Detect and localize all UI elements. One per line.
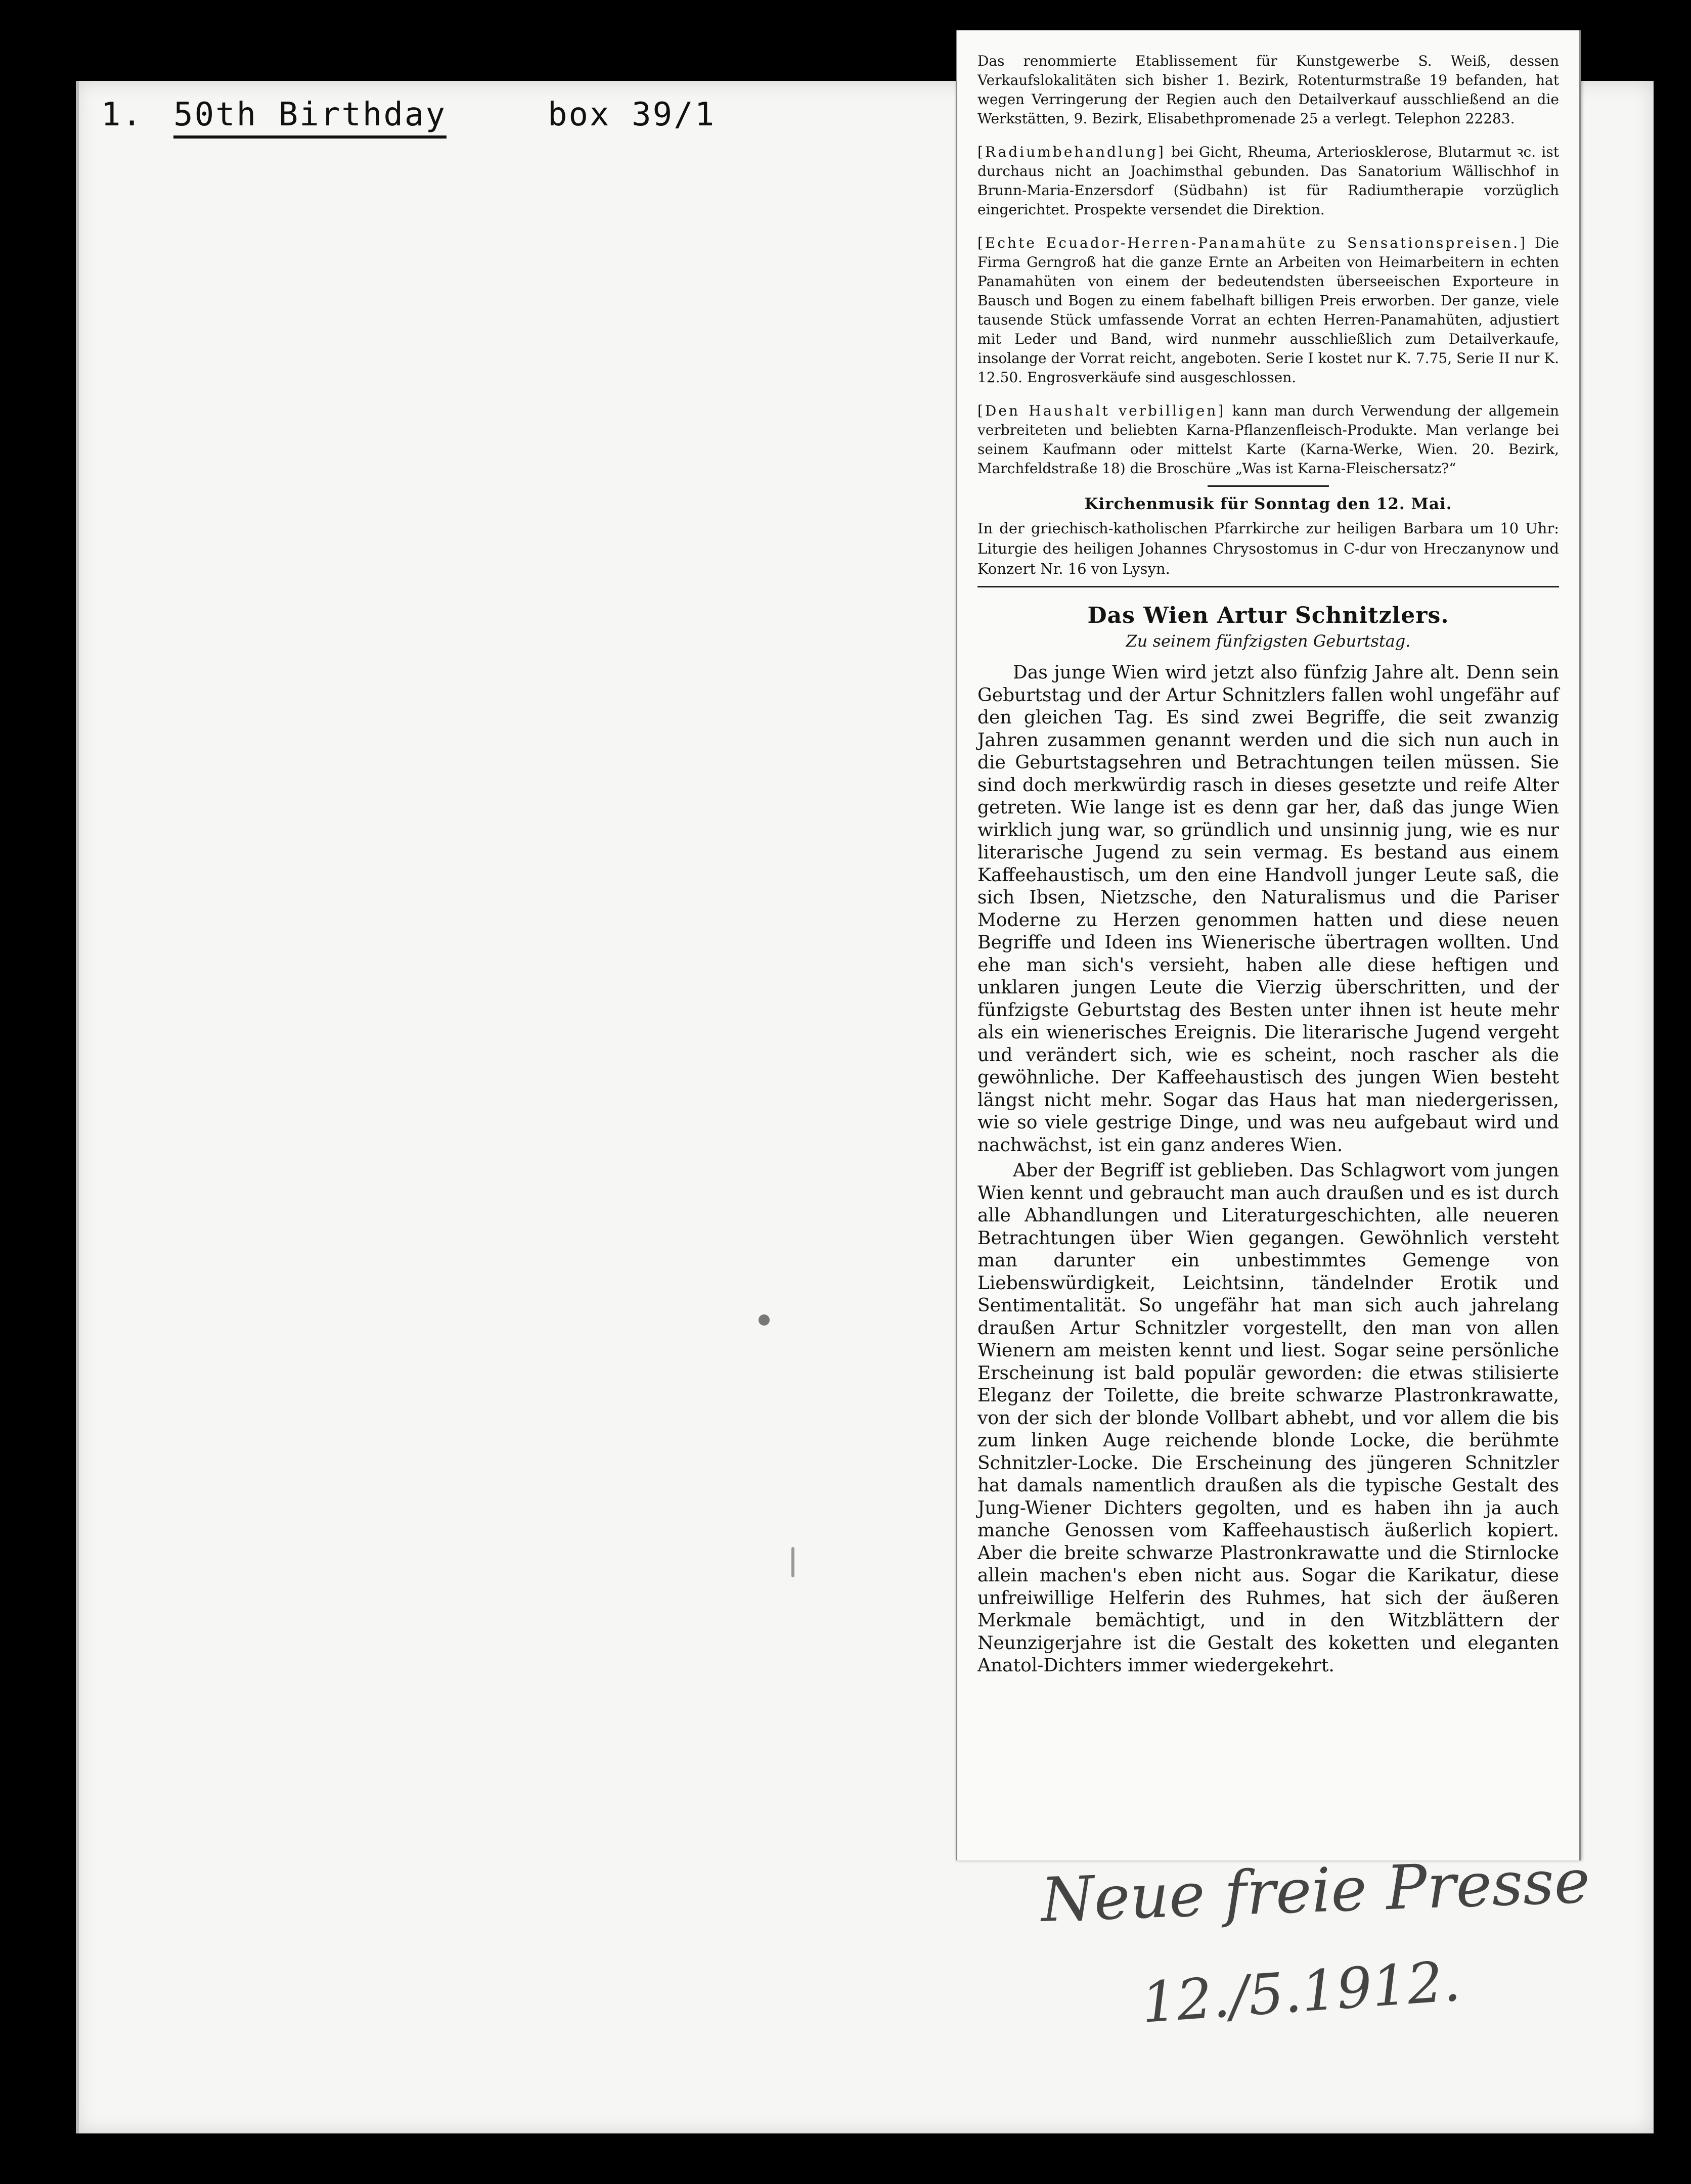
paper-mark: [791, 1547, 794, 1577]
article-divider: [977, 586, 1559, 587]
ad-panama-head: [Echte Ecuador-Herren-Panamahüte zu Sensationspreisen.]: [977, 235, 1528, 251]
church-music-title: Kirchenmusik für Sonntag den 12. Mai.: [1084, 495, 1452, 513]
section-divider: [1208, 485, 1329, 487]
ad-panama: [977, 234, 1559, 387]
paper-speck: [759, 1314, 770, 1326]
ad-radium-head: [Radiumbehandlung]: [977, 144, 1166, 160]
article-subtitle: Zu seinem fünfzigsten Geburtstag.: [1126, 631, 1411, 651]
ad-radium: [977, 143, 1559, 219]
handwriting-svg: [1021, 1846, 1591, 2063]
archive-label: [101, 96, 716, 139]
article-title: Das Wien Artur Schnitzlers.: [1087, 603, 1449, 628]
ad-karna-text: kann man durch Verwendung der allgemein verbreiteten und beliebten Karna-Pflanzenfleisch-Produkte. Man verlange bei seinem Kaufmann oder mittelst Karte (Karna-Werke, Wien. 20. Bezirk, Marchfeldstraße 18) die Broschüre „Was ist Karna-Fleischersatz?“: [977, 402, 1559, 477]
article-paragraph: Aber der Begriff ist geblieben. Das Schlagwort vom jungen Wien kennt und gebraucht man auch draußen und es ist durch alle Abhandlungen und Literaturgeschichten, alle neueren Betrachtungen über Wien gegangen. Gewöhnlich versteht man darunter ein unbestimmtes Gemenge von Liebenswürdigkeit, Leichtsinn, tändelnder Erotik und Sentimentalität. So ungefähr hat man sich auch jahrelang draußen Artur Schnitzler vorgestellt, den man von allen Wienern am meisten kennt und liest. Sogar seine persönliche Erscheinung ist bald populär geworden: die etwas stilisierte Eleganz der Toilette, die breite schwarze Plastronkrawatte, von der sich der blonde Vollbart abhebt, und vor allem die bis zum linken Auge reichende blonde Locke, die berühmte Schnitzler-Locke. Die Erscheinung des jüngeren Schnitzler hat damals namentlich draußen als die typische Gestalt des Jung-Wiener Dichters gegolten, und es haben ihn ja auch manche Genossen vom Kaffeehaustisch äußerlich kopiert. Aber die breite schwarze Plastronkrawatte und die Stirnlocke allein machen's eben nicht aus. Sogar die Karikatur, diese unfreiwillige Helferin des Ruhmes, hat sich der äußeren Merkmale bemächtigt, und in den Witzblättern der Neunzigerjahre ist die Gestalt des koketten und eleganten Anatol-Dichters immer wiedergekehrt.: [977, 1160, 1559, 1676]
newspaper-clipping: [956, 30, 1581, 1860]
ad-radium-text: bei Gicht, Rheuma, Arteriosklerose, Blutarmut ꝛc. ist durchaus nicht an Joachimsthal gebunden. Das Sanatorium Wällischhof in Brunn-Maria-Enzersdorf (Südbahn) ist für Radiumtherapie vorzüglich eingerichtet. Prospekte versendet die Direktion.: [977, 144, 1559, 218]
ad-karna-head: [Den Haushalt verbilligen]: [977, 402, 1226, 419]
handwriting-date: 12./5.1912.: [1139, 1948, 1463, 2035]
ad-weiss-text: Das renommierte Etablissement für Kunstgewerbe S. Weiß, dessen Verkaufslokalitäten sich bisher 1. Bezirk, Rotenturmstraße 19 befanden, hat wegen Verringerung der Regien auch den Detailverkauf ausschließend an die Werkstätten, 9. Bezirk, Elisabethpromenade 25 a verlegt. Telephon 22283.: [977, 53, 1559, 127]
label-topic: 50th Birthday: [173, 96, 447, 139]
handwritten-annotation: [1021, 1846, 1591, 2063]
fold-line: [76, 81, 79, 2133]
clipping-column: [977, 37, 1559, 1680]
ad-panama-text: Die Firma Gerngroß hat die ganze Ernte an Arbeiten von Heimarbeitern in echten Panamahüten von einem der bedeutendsten überseeischen Exporteure in Bausch und Bogen zu einem fabelhaft billigen Preis erworben. Der ganze, viele tausende Stück umfassende Vorrat an echten Herren-Panamahüten, adjustiert mit Leder und Band, wird nunmehr ausschließlich zum Detailverkaufe, insolange der Vorrat reicht, angeboten. Serie I kostet nur K. 7.75, Serie II nur K. 12.50. Engrosverkäufe sind ausgeschlossen.: [977, 235, 1560, 386]
ad-weiss: [977, 52, 1559, 128]
handwriting-source: Neue freie Presse: [1040, 1846, 1591, 1936]
label-number: 1.: [101, 96, 144, 133]
church-music-text: In der griechisch-katholischen Pfarrkirche zur heiligen Barbara um 10 Uhr: Liturgie des heiligen Johannes Chrysostomus in C-dur von Hreczanynow und Konzert Nr. 16 von Lysyn.: [977, 520, 1559, 577]
label-box: box 39/1: [547, 96, 716, 133]
ad-karna: [977, 401, 1559, 478]
article-paragraph: Das junge Wien wird jetzt also fünfzig Jahre alt. Denn sein Geburtstag und der Artur Schnitzlers fallen wohl ungefähr auf den gleichen Tag. Es sind zwei Begriffe, die seit zwanzig Jahren zusammen genannt werden und die sich nun auch in die Geburtstagsehren und Betrachtungen teilen müssen. Sie sind doch merkwürdig rasch in dieses gesetzte und reife Alter getreten. Wie lange ist es denn gar her, daß das junge Wien wirklich jung war, so gründlich und unsinnig jung, wie es nur literarische Jugend zu sein vermag. Es bestand aus einem Kaffeehaustisch, um den eine Handvoll junger Leute saß, die sich Ibsen, Nietzsche, den Naturalismus und die Pariser Moderne zu Herzen genommen hatten und diese neuen Begriffe und Ideen ins Wienerische übertragen wollten. Und ehe man sich's versieht, haben alle diese heftigen und unklaren jungen Leute die Vierzig überschritten, und der fünfzigste Geburtstag des Besten unter ihnen ist heute mehr als ein wienerisches Ereignis. Die literarische Jugend vergeht und verändert sich, wie es scheint, noch rascher als die gewöhnliche. Der Kaffeehaustisch des jungen Wien besteht längst nicht mehr. Sogar das Haus hat man niedergerissen, wie so viele gestrige Dinge, und was neu aufgebaut wird und nachwächst, ist ein ganz anderes Wien.: [977, 662, 1559, 1156]
